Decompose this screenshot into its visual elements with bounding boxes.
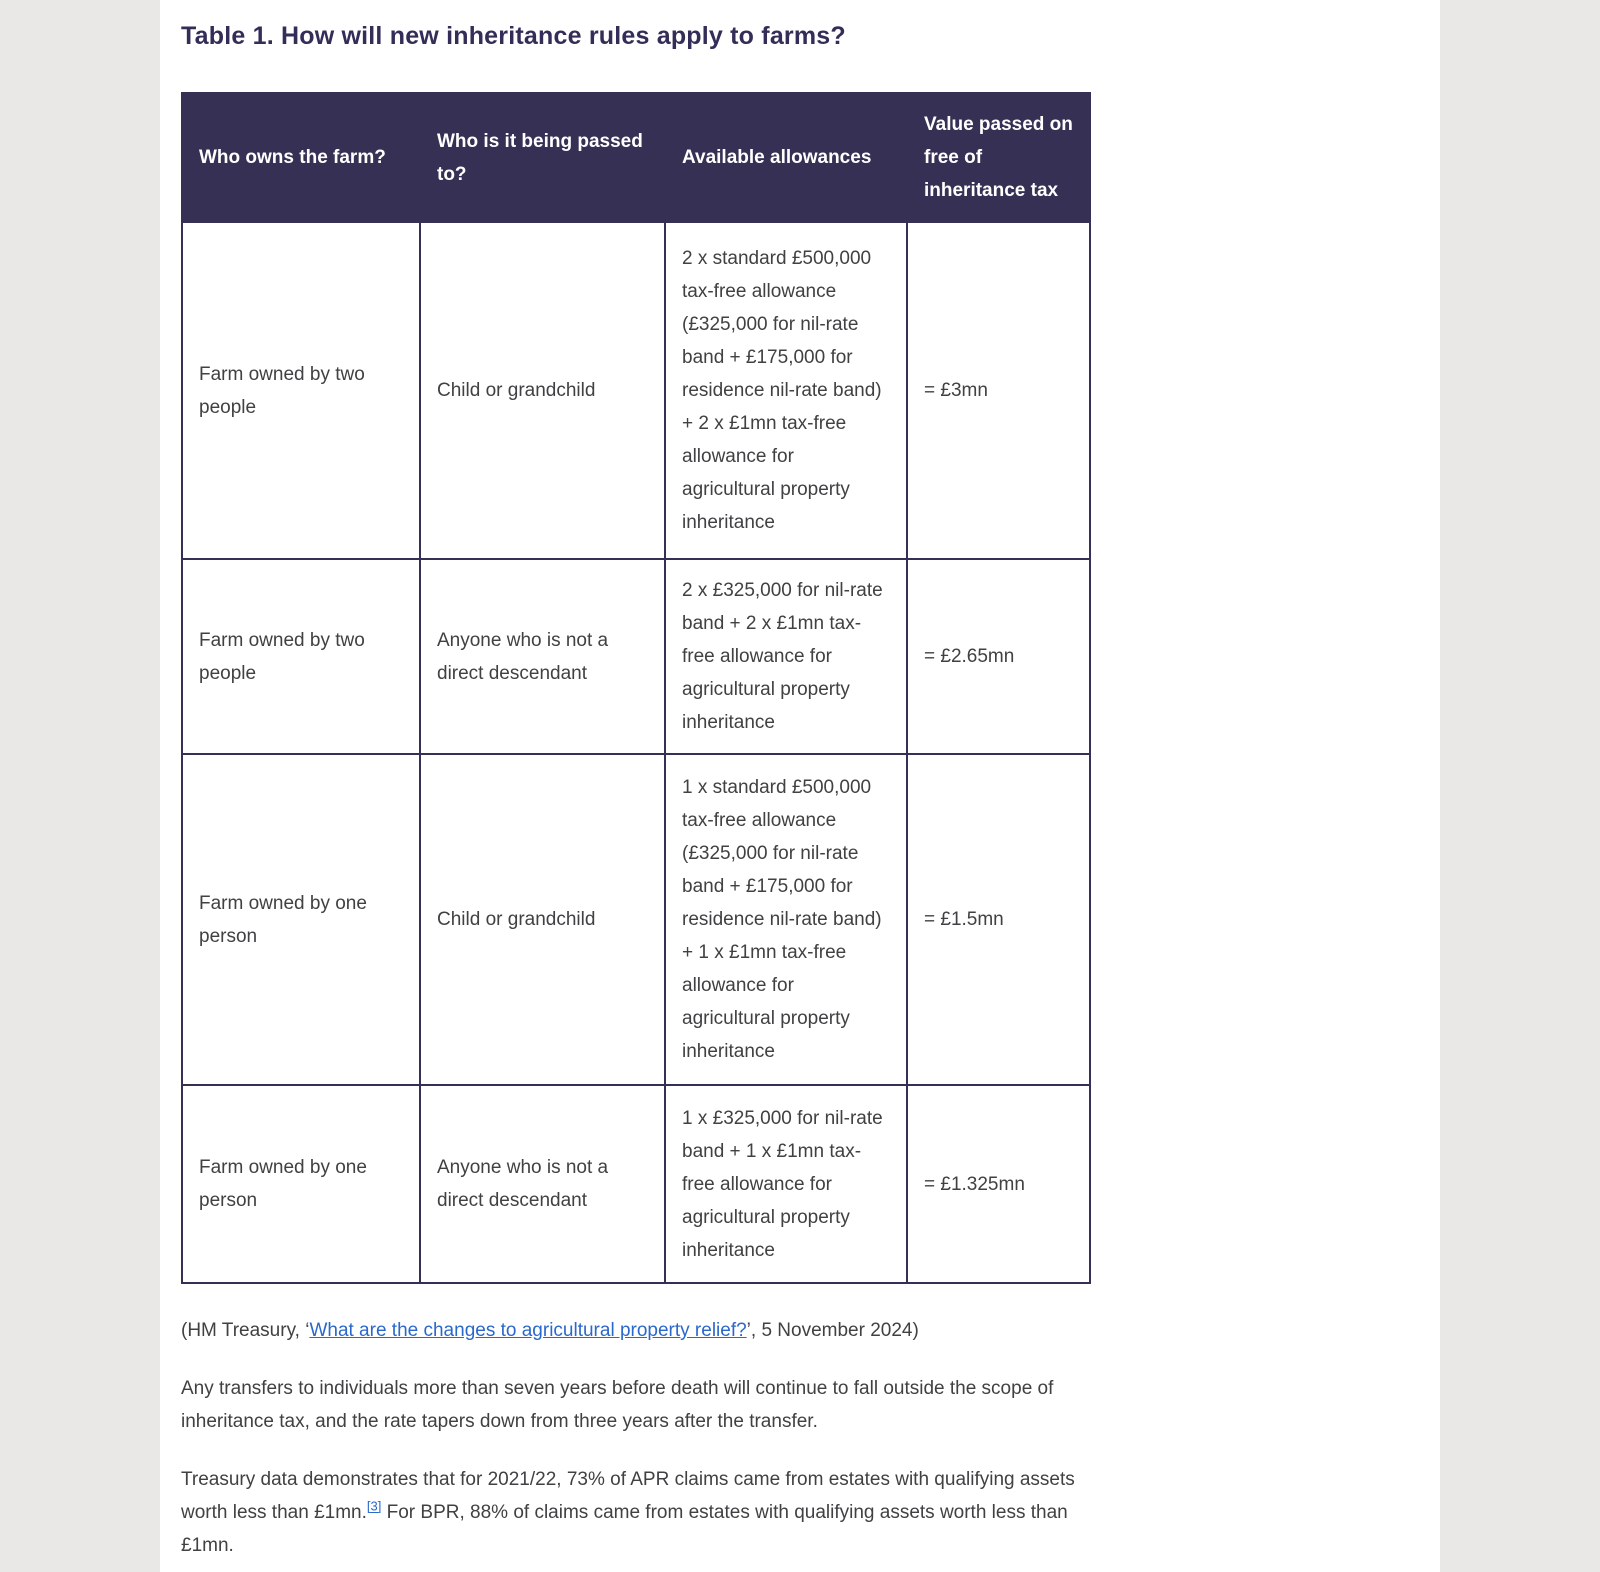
cell-allowances: 2 x standard £500,000 tax-free allowance (£325,000 for nil-rate band + £175,000 for residence nil-rate band) + 2 x £1mn tax-free allowance for agricultural property inheritance bbox=[665, 222, 907, 559]
cell-passed-to: Anyone who is not a direct descendant bbox=[420, 559, 665, 754]
table-row bbox=[182, 559, 1090, 754]
table-header-row bbox=[182, 93, 1090, 222]
table-row bbox=[182, 754, 1090, 1085]
source-citation bbox=[181, 1315, 1091, 1347]
cell-value: = £2.65mn bbox=[907, 559, 1090, 754]
cell-owner: Farm owned by two people bbox=[182, 559, 420, 754]
cell-passed-to: Child or grandchild bbox=[420, 222, 665, 559]
cell-owner: Farm owned by two people bbox=[182, 222, 420, 559]
footnote-3 bbox=[367, 1499, 381, 1514]
cell-passed-to: Child or grandchild bbox=[420, 754, 665, 1085]
paragraph-transfers: Any transfers to individuals more than seven years before death will continue to fall outside the scope of inheritance tax, and the rate tapers down from three years after the transfer. bbox=[181, 1378, 1054, 1432]
paragraph-treasury-text-after: For BPR, 88% of claims came from estates with qualifying assets worth less than £1mn. bbox=[181, 1502, 1068, 1556]
column-header-passed-to: Who is it being passed to? bbox=[420, 93, 665, 222]
source-link[interactable]: What are the changes to agricultural property relief? bbox=[309, 1320, 747, 1341]
citation-prefix: (HM Treasury, ‘ bbox=[181, 1320, 310, 1341]
cell-allowances: 1 x £325,000 for nil-rate band + 1 x £1mn tax-free allowance for agricultural property inheritance bbox=[665, 1085, 907, 1283]
table-row bbox=[182, 1085, 1090, 1283]
cell-allowances: 2 x £325,000 for nil-rate band + 2 x £1mn tax-free allowance for agricultural property inheritance bbox=[665, 559, 907, 754]
table-body bbox=[182, 222, 1090, 1283]
citation-suffix: ’, 5 November 2024) bbox=[746, 1320, 919, 1341]
column-header-allowances: Available allowances bbox=[665, 93, 907, 222]
cell-value: = £1.325mn bbox=[907, 1085, 1090, 1283]
cell-owner: Farm owned by one person bbox=[182, 1085, 420, 1283]
paragraph-treasury-data bbox=[181, 1463, 1083, 1562]
cell-value: = £3mn bbox=[907, 222, 1090, 559]
inheritance-rules-table bbox=[181, 92, 1091, 1284]
article-content-area bbox=[160, 0, 1440, 1572]
cell-allowances: 1 x standard £500,000 tax-free allowance (£325,000 for nil-rate band + £175,000 for residence nil-rate band) + 1 x £1mn tax-free allowance for agricultural property inheritance bbox=[665, 754, 907, 1085]
cell-owner: Farm owned by one person bbox=[182, 754, 420, 1085]
column-header-value: Value passed on free of inheritance tax bbox=[907, 93, 1090, 222]
column-header-owner: Who owns the farm? bbox=[182, 93, 420, 222]
paragraph-treasury-text-before: Treasury data demonstrates that for 2021/22, 73% of APR claims came from estates with qualifying assets worth less than £1mn. bbox=[181, 1469, 1075, 1523]
footnote-3-link[interactable]: [3] bbox=[366, 1498, 382, 1514]
cell-passed-to: Anyone who is not a direct descendant bbox=[420, 1085, 665, 1283]
cell-value: = £1.5mn bbox=[907, 754, 1090, 1085]
table-row bbox=[182, 222, 1090, 559]
table-title: Table 1. How will new inheritance rules apply to farms? bbox=[181, 22, 846, 50]
